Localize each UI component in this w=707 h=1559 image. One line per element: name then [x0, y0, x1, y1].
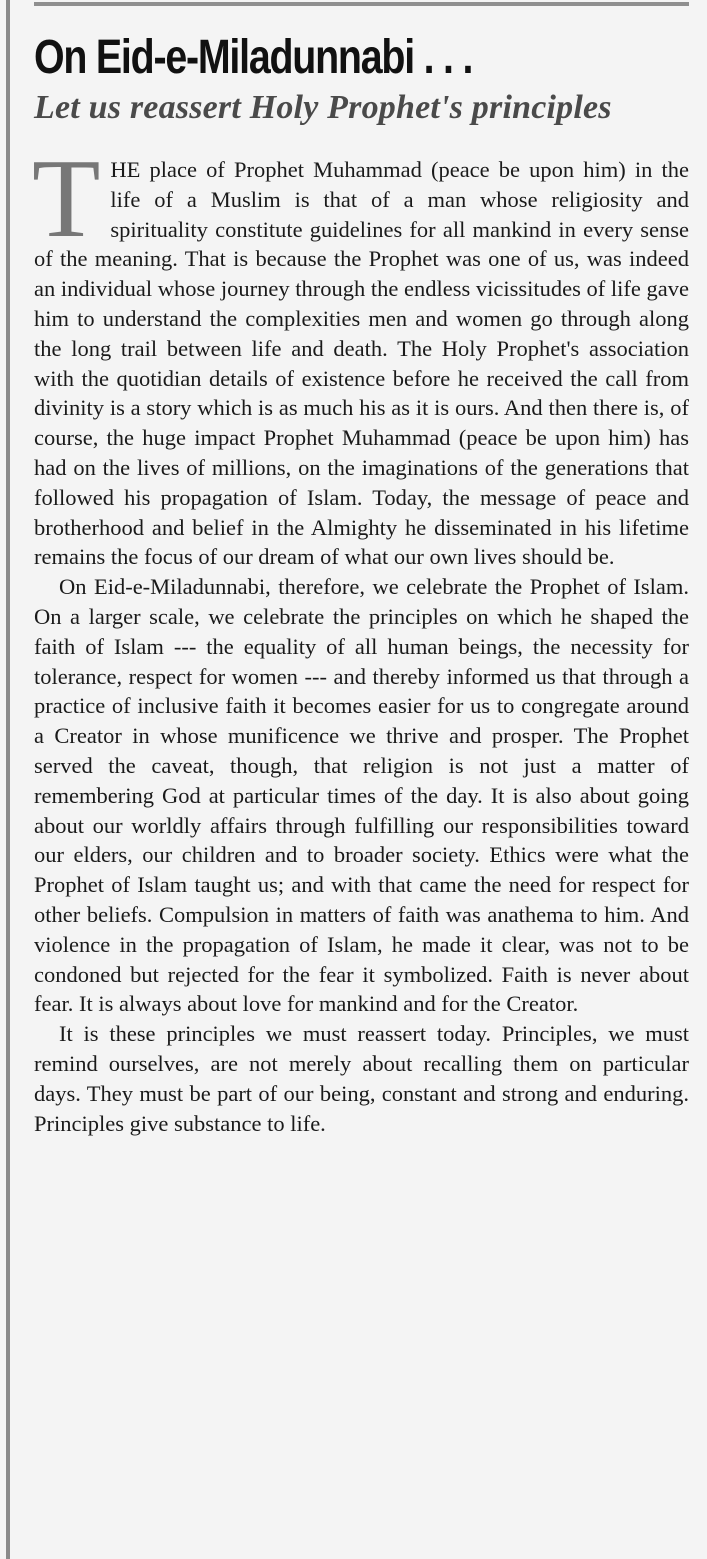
drop-cap: T — [32, 137, 101, 261]
paragraph-1-text: HE place of Prophet Muhammad (peace be upon him) in the life of a Muslim is that of a man whose religiosity and spirituality constitute guidelines for all mankind in every sense of the meaning. That is because the Prophet was one of us, was indeed an individual whose journey through the endless vicissitudes of life gave him to understand the complexities men and women go through along the long trail between life and death. The Holy Prophet's association with the quotidian details of existence before he received the call from divinity is a story which is as much his as it is ours. And then there is, of course, the huge impact Prophet Muhammad (peace be upon him) has had on the lives of millions, on the imaginations of the generations that followed his propagation of Islam. Today, the message of peace and brotherhood and belief in the Almighty he disseminated in his lifetime remains the focus of our dream of what our own lives should be. — [34, 157, 689, 570]
top-border-rule — [34, 2, 689, 6]
left-border-rule — [6, 0, 10, 1559]
article-body — [32, 137, 689, 1138]
paragraph-1 — [32, 137, 689, 572]
headline: On Eid-e-Miladunnabi . . . — [34, 31, 473, 84]
paragraph-3: It is these principles we must reassert today. Principles, we must remind ourselves, are not merely about recalling them on particular days. They must be part of our being, constant and strong and enduring. Principles give substance to life. — [34, 1021, 689, 1136]
subheadline: Let us reassert Holy Prophet's principles — [34, 89, 612, 126]
paragraph-2: On Eid-e-Miladunnabi, therefore, we celebrate the Prophet of Islam. On a larger scale, we celebrate the principles on which he shaped the faith of Islam --- the equality of all human beings, the necessity for tolerance, respect for women --- and thereby informed us that through a practice of inclusive faith it becomes easier for us to congregate around a Creator in whose munificence we thrive and prosper. The Prophet served the caveat, though, that religion is not just a matter of remembering God at particular times of the day. It is also about going about our worldly affairs through fulfilling our responsibilities toward our elders, our children and to broader society. Ethics were what the Prophet of Islam taught us; and with that came the need for respect for other beliefs. Compulsion in matters of faith was anathema to him. And violence in the propagation of Islam, he made it clear, was not to be condoned but rejected for the fear it symbolized. Faith is never about fear. It is always about love for mankind and for the Creator. — [34, 574, 689, 1017]
editorial-article — [34, 30, 689, 1138]
